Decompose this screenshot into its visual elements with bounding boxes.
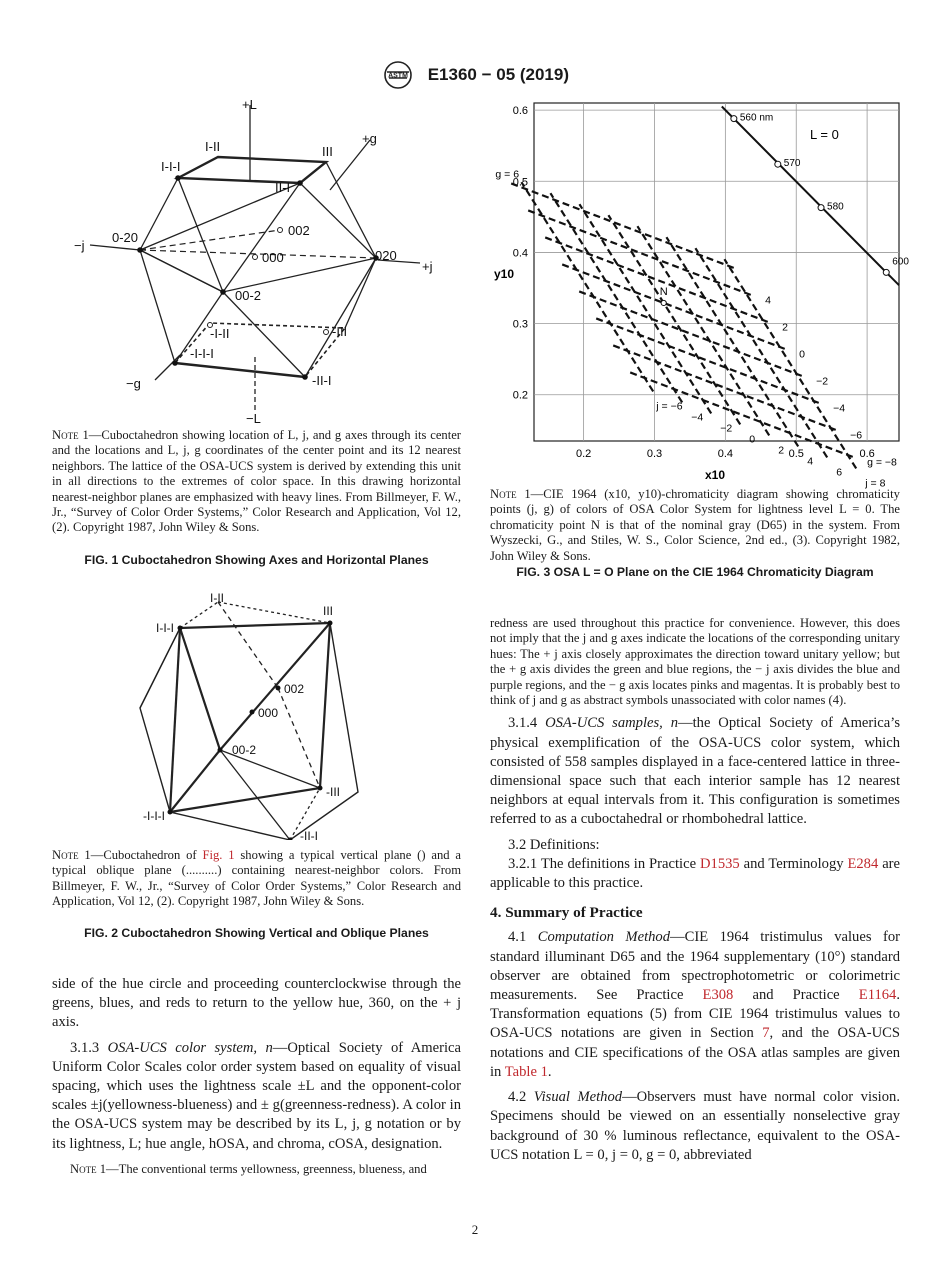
fig3-neutral-point	[661, 300, 666, 305]
e1164-link[interactable]: E1164	[858, 987, 897, 1004]
page-number: 2	[471, 1222, 479, 1237]
fig3-g-line	[511, 183, 736, 268]
fig1-label: II-I	[275, 180, 291, 195]
fig3-j-line	[695, 248, 827, 457]
fig3-locus-label: 570	[783, 158, 801, 170]
fig2-label: -II-I	[300, 829, 318, 840]
fig1-drawing	[60, 95, 480, 425]
fig3-g-label: 4	[765, 294, 771, 307]
section-number: 3.1.3	[70, 1039, 100, 1056]
fig2-label: 00-2	[232, 743, 257, 757]
fig3-g-label: 0	[799, 348, 805, 361]
fig2-label: 000	[258, 706, 279, 720]
note-text: showing a typical vertical plane () and a typical oblique plane (..........) containing nearest-neighbor colors. From Billmeyer, F. W., Jr., “Survey of Color Order Systems,” Color Research and Application, Vol 12, (2). Copyright 1987, John Wiley & Sons.	[52, 848, 461, 909]
fig3-j-line	[579, 204, 711, 413]
term: OSA-UCS color system, n	[107, 1039, 273, 1056]
fig1-minus-j-axis	[90, 245, 140, 250]
fig1-label: −g	[126, 376, 141, 391]
fig3-j-label: j = −6	[656, 400, 683, 413]
fig3-locus-label: 580	[827, 201, 844, 213]
designation: E1360 − 05 (2019)	[427, 65, 570, 84]
fig3-g-label: 2	[782, 321, 788, 334]
paragraph-4-1: 4.1 Computation Method—CIE 1964 tristimulus values for standard illuminant D65 and the 1964 supplementary (10°) standard observer are obtained from spectrophotometric or colorimetric measurements. See Practice E308 and Practice E1164. Transformation equations (5) from CIE 1964 tristimulus values to OSA-UCS notations are given in Section 7, and the OSA-UCS notations and CIE specifications of the OSA atlas samples are given in Table 1.	[490, 929, 900, 1080]
fig2-label: -I-I-I	[143, 809, 165, 823]
note-text: —Cuboctahedron showing location of L, j, and g axes through its center and the locations and L, j, g coordinates of the center point and its 12 nearest neighbors. The lattice of the OSA-UCS system is derived by extending this unit in all directions to the extremes of color space. In this drawing horizontal nearest-neighbor planes are emphasized with heavy lines. From Billmeyer, F. W., Jr., “Survey of Color Order Systems,” Color Research and Application, Vol 12, (2). Copyright 1987, John Wiley & Sons.	[52, 428, 461, 535]
fig2-label: I-II	[210, 591, 224, 605]
d1535-link[interactable]: D1535	[699, 855, 740, 872]
note-label: Note 1	[70, 1161, 107, 1176]
fig1-label: -III	[332, 324, 348, 339]
document-header	[0, 60, 950, 90]
fig1-note	[52, 428, 461, 536]
fig3-locus-point	[775, 161, 781, 167]
term: Computation Method	[537, 929, 671, 946]
fig3-j-label: −2	[720, 422, 733, 435]
fig3-g-line	[562, 264, 787, 349]
fig2-label: 002	[284, 682, 305, 696]
fig3-locus-point	[883, 269, 889, 275]
fig3-ytick-label: 0.6	[512, 105, 528, 118]
astm-logo-text: ASTM	[388, 72, 408, 80]
note-text: —CIE 1964 (x10, y10)-chromaticity diagram showing chromaticity points (j, g) of colors of OSA Color System for lightness level L = 0. The chromaticity point N is that of the nominal gray (D65) in the system. From Wyszecki, G., and Stiles, W. S., Color Science, 2nd ed., (3). Copyright 1982, John Wiley & Sons.	[490, 487, 900, 563]
fig3-ytick-label: 0.3	[512, 318, 528, 331]
fig3-j-line	[608, 215, 740, 424]
fig3-title: L = 0	[810, 127, 839, 142]
fig3-j-label: 2	[778, 444, 785, 457]
paragraph: side of the hue circle and proceeding counterclockwise through the greens, blues, and reds to return to the yellow hue, 360, on the + j axis.	[52, 976, 461, 1031]
e284-link[interactable]: E284	[847, 855, 879, 872]
fig3-g-label: −6	[850, 429, 863, 442]
fig3-locus-point	[731, 116, 737, 122]
fig1-label: +L	[242, 97, 257, 112]
fig3-g-line	[528, 210, 753, 295]
fig3-g-label: g = −8	[867, 456, 897, 469]
astm-logo-icon	[381, 60, 415, 90]
fig3-ytick-label: 0.2	[512, 389, 528, 402]
fig1-label: 000	[262, 250, 284, 265]
fig3-locus-point	[818, 205, 824, 211]
section-3-2: 3.2 Definitions:	[508, 836, 600, 853]
fig3-j-line	[724, 259, 856, 468]
fig1-label: +j	[422, 259, 433, 274]
left-column-text	[52, 975, 461, 1177]
fig2-caption: FIG. 2 Cuboctahedron Showing Vertical and Oblique Planes	[84, 926, 429, 940]
fig1-top-plane	[178, 157, 326, 183]
paragraph-3-2-1: 3.2.1 The definitions in Practice D1535 and Terminology E284 are applicable to this practice.	[490, 855, 901, 892]
fig3-g-label: −4	[833, 402, 846, 415]
fig2-note	[52, 848, 461, 910]
fig3-g-label: g = 6	[495, 168, 520, 181]
term: OSA-UCS samples, n	[545, 715, 678, 732]
fig1-link[interactable]: Fig. 1	[202, 848, 235, 862]
table-1-link[interactable]: Table 1	[504, 1063, 548, 1080]
paragraph-3-1-3	[52, 1039, 461, 1154]
fig1-label: -II-I	[312, 373, 332, 388]
fig2-label: I-I-I	[156, 621, 174, 635]
term: Visual Method	[533, 1089, 623, 1106]
fig1-label: +g	[362, 131, 377, 146]
note-continuation: redness are used throughout this practice for convenience. However, this does not imply that the j and g axes indicate the locations of the corresponding unitary hues: The + j axis closely approximates the direction toward unitary yellow; but the + g axis divides the green and blue regions, the − j axis divides the blue and purple regions, and the − g axis locates pinks and magentas. It is probably best to think of j and g as abstract symbols unassociated with color names (4).	[490, 616, 900, 708]
fig3-j-line	[666, 237, 798, 446]
fig3-j-line	[521, 182, 653, 391]
note-text: —The conventional terms yellowness, greenness, blueness, and	[106, 1161, 427, 1176]
fig3-xtick-label: 0.2	[575, 448, 592, 460]
fig3-j-label: −4	[691, 411, 704, 424]
section-number: 4.1	[508, 929, 527, 946]
fig1-label: −j	[74, 238, 85, 253]
section-number: 4.2	[508, 1089, 527, 1106]
fig3-j-label: 0	[749, 433, 756, 446]
fig1-label: 0-20	[112, 230, 139, 245]
note-label: Note 1	[490, 487, 531, 501]
fig1-caption: FIG. 1 Cuboctahedron Showing Axes and Horizontal Planes	[84, 553, 429, 567]
fig3-xlabel: x10	[705, 468, 726, 482]
fig3-caption: FIG. 3 OSA L = O Plane on the CIE 1964 Chromaticity Diagram	[516, 565, 874, 579]
fig3-xtick-label: 0.4	[717, 448, 734, 460]
fig1-label: 00-2	[235, 288, 262, 303]
fig1-minus-g-axis	[155, 355, 180, 380]
right-column-text	[490, 616, 900, 1165]
fig3-xtick-label: 0.5	[788, 448, 804, 460]
fig2-label: -III	[326, 785, 340, 799]
fig3-ytick-label: 0.4	[512, 247, 528, 260]
section-7-link[interactable]: 7	[762, 1025, 770, 1042]
fig1-label: I-II	[205, 139, 221, 154]
fig3-locus-label: 560 nm	[739, 112, 774, 124]
note-text: —Cuboctahedron of	[90, 848, 203, 862]
e308-link[interactable]: E308	[702, 987, 734, 1004]
fig3-j-label: 4	[807, 455, 814, 468]
fig1-label: 020	[375, 248, 397, 263]
fig2-drawing	[120, 590, 380, 840]
definition: —Observers must have normal color vision. Specimens should be viewed on an essentially nonselective gray background of 30 % luminous reflectance, equivalent to the OSA-UCS notation L = 0, j = 0, g = 0, abbreviated	[490, 1089, 900, 1163]
definition: —the Optical Society of America’s physical exemplification of the OSA-UCS color system, which consisted of 558 samples displayed in a face-centered lattice in three-dimensional space such that each interior sample has 12 nearest neighbors at equal intervals from it. This configuration is sometimes referred to as a cuboctahedral or rhombohedral lattice.	[490, 715, 900, 828]
fig3-plot-frame	[534, 103, 899, 441]
paragraph-3-1-4	[490, 714, 900, 829]
fig3-neutral-label: N	[659, 285, 668, 298]
fig3-g-line	[545, 237, 770, 322]
fig3-ylabel: y10	[494, 267, 515, 281]
fig3-xtick-label: 0.6	[859, 448, 875, 460]
fig2-label: III	[323, 604, 334, 618]
fig1-label: I-I-I	[161, 159, 181, 174]
note-paragraph	[52, 1162, 461, 1177]
fig1-label: -I-II	[210, 326, 230, 341]
fig1-middle-plane	[140, 183, 376, 292]
fig3-j-label: j = 8	[865, 477, 886, 490]
definition: —Optical Society of America Uniform Color Scales color order system based on equality of visual spacing, which uses the lightness scale ±L and the opponent-color scales ±j(yellowness-blueness) and ± g(greenness-redness). A color in the OSA-UCS system may be described by its L, j, g notation or by its lightness, L; hue angle, hOSA, and chroma, cOSA, designation.	[52, 1039, 461, 1152]
section-number: 3.1.4	[508, 715, 538, 732]
fig1-label: -I-I-I	[190, 346, 214, 361]
fig1-label: −L	[246, 411, 261, 425]
fig3-g-label: −2	[816, 375, 829, 388]
paragraph-4-2	[490, 1088, 900, 1165]
note-label: Note 1	[52, 848, 91, 862]
fig3-note	[490, 487, 900, 564]
fig3-chart	[490, 95, 910, 490]
fig3-xtick-label: 0.3	[646, 448, 663, 460]
fig3-locus-label: 600	[892, 256, 909, 268]
fig3-ytick-label: 0.5	[512, 176, 528, 189]
fig1-label: III	[322, 144, 333, 159]
section-heading: 4. Summary of Practice	[490, 904, 643, 922]
note-label: Note 1	[52, 428, 89, 442]
fig1-label: 002	[288, 223, 310, 238]
fig3-j-label: 6	[836, 466, 843, 479]
